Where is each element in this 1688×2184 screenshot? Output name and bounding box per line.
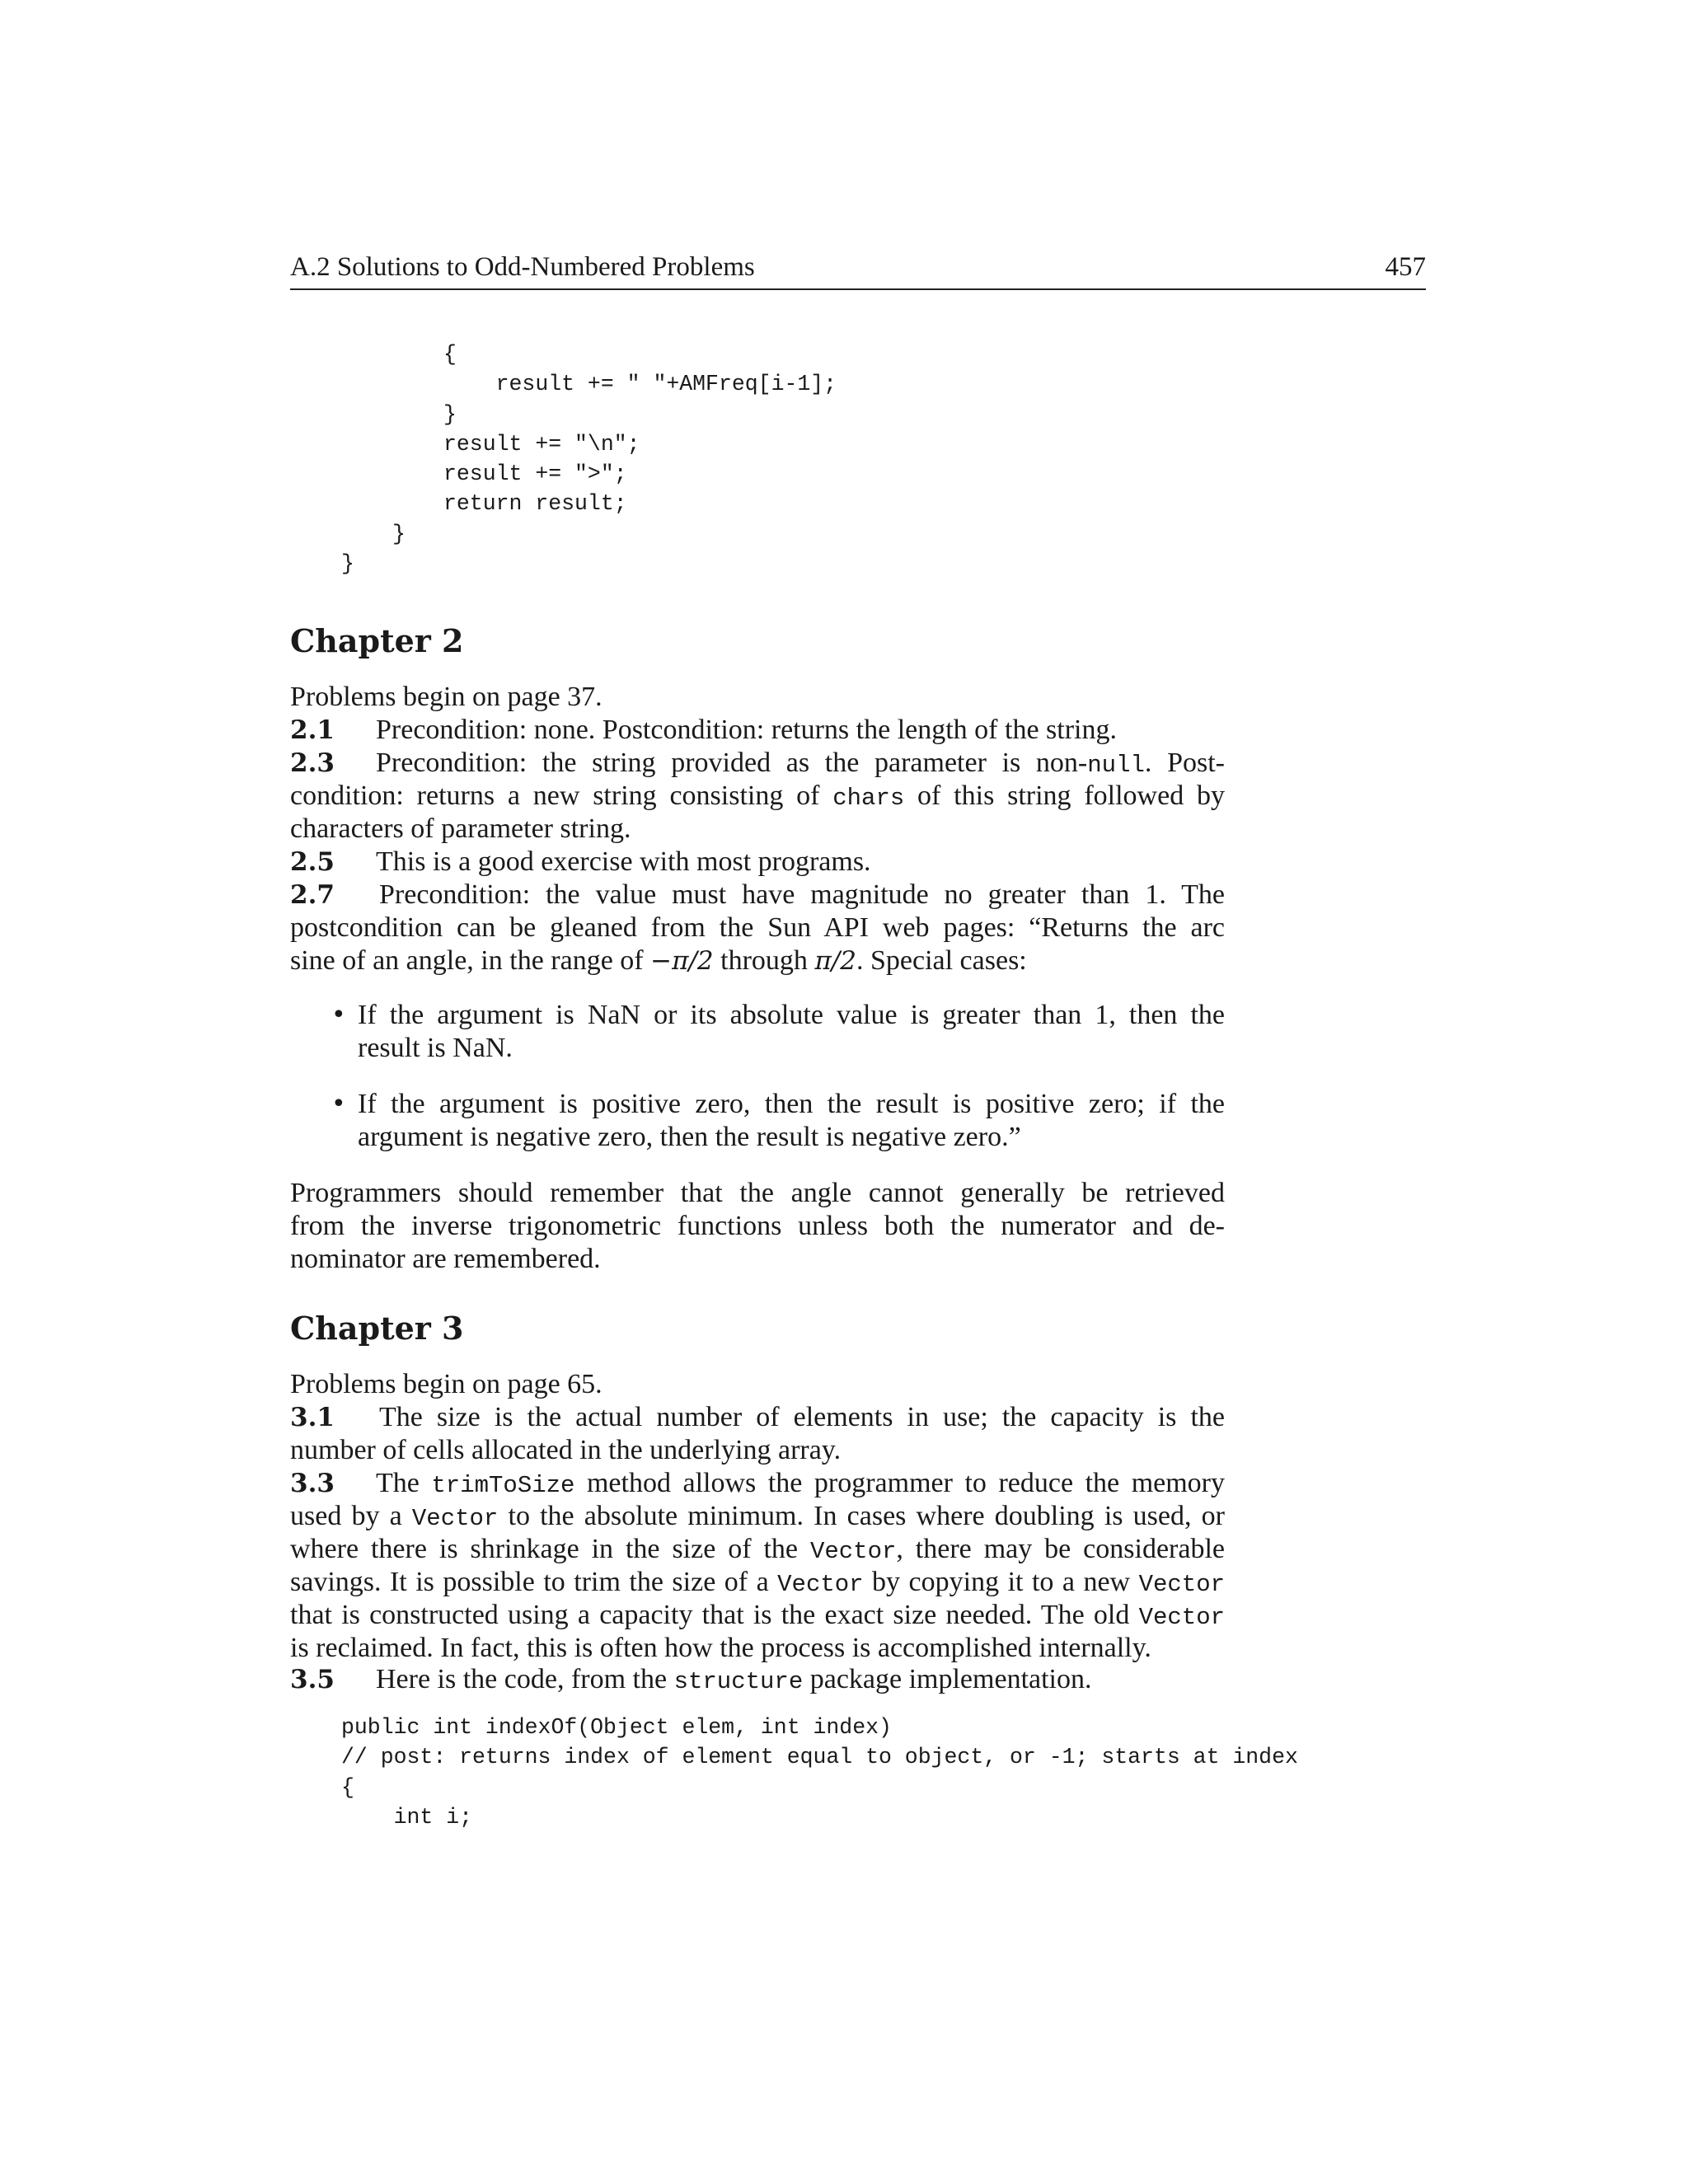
problem-2-3-line-1	[290, 747, 1225, 782]
problem-number: 3.5	[290, 1665, 335, 1694]
inline-code: null	[1087, 752, 1145, 779]
math-expression: −π/2	[650, 946, 714, 976]
inline-code: trimToSize	[431, 1472, 575, 1499]
problem-text: Here is the code, from the	[376, 1664, 674, 1694]
code-close-brace	[392, 519, 406, 549]
problem-text: . Post-	[1144, 748, 1225, 778]
inline-code: chars	[832, 785, 905, 812]
problem-text: Precondition: the value must have magnitude no greater than 1. The	[379, 879, 1225, 910]
inline-code: structure	[673, 1668, 804, 1695]
problem-text: through	[713, 945, 815, 976]
math-expression: π/2	[814, 946, 856, 976]
code-close-brace	[341, 549, 354, 579]
problem-text: used by a	[290, 1501, 412, 1531]
code-line: result += "\n";	[443, 431, 640, 457]
inline-code: Vector	[1138, 1604, 1225, 1631]
problem-2-7-line-3	[290, 944, 1225, 977]
problem-text: The	[376, 1468, 432, 1498]
problem-text: that is constructed using a capacity that is the exact size needed. The old	[290, 1600, 1139, 1630]
code-line: }	[392, 522, 406, 546]
code-block-bottom	[341, 1713, 1298, 1832]
problem-text: Precondition: none. Postcondition: returns the length of the string.	[376, 715, 1117, 745]
problem-3-3-line-5	[290, 1599, 1225, 1634]
problem-2-5	[290, 846, 1225, 879]
inline-code: Vector	[809, 1538, 897, 1565]
problem-number: 2.7	[290, 880, 335, 910]
problem-number: 3.1	[290, 1403, 335, 1432]
problem-text: method allows the programmer to reduce the memory	[574, 1468, 1225, 1498]
problem-text: , there may be considerable	[896, 1534, 1225, 1564]
code-line: {	[341, 1774, 354, 1800]
problem-text: where there is shrinkage in the size of the	[290, 1534, 810, 1564]
problem-3-3-line-2	[290, 1500, 1225, 1535]
problem-number: 2.1	[290, 715, 335, 745]
problem-3-3-line-4	[290, 1566, 1225, 1601]
inline-code: Vector	[411, 1505, 499, 1532]
problem-text: to the absolute minimum. In cases where doubling is used, or	[498, 1501, 1225, 1531]
code-line: // post: returns index of element equal to object, or -1; starts at index	[341, 1745, 1298, 1770]
bullet-2-line-1: If the argument is positive zero, then the result is positive zero; if the	[358, 1089, 1225, 1119]
problem-text: Precondition: the string provided as the parameter is non-	[376, 748, 1088, 778]
chapter-3-heading: Chapter 3	[290, 1310, 464, 1347]
problem-text: package implementation.	[803, 1664, 1092, 1694]
problem-3-3-line-1	[290, 1467, 1225, 1502]
problem-3-1-line-1	[290, 1401, 1225, 1434]
code-line: public int indexOf(Object elem, int index)	[341, 1715, 892, 1740]
bullet-1-line-1: If the argument is NaN or its absolute value is greater than 1, then the	[358, 1000, 1225, 1030]
page-number: 457	[1385, 252, 1426, 282]
code-line: }	[443, 401, 457, 427]
problem-2-3-line-3: characters of parameter string.	[290, 813, 631, 844]
chapter-2-heading: Chapter 2	[290, 622, 464, 659]
code-line: result += " "+AMFreq[i-1];	[443, 372, 837, 397]
closing-paragraph-line-1: Programmers should remember that the angle cannot generally be retrieved	[290, 1178, 1225, 1208]
chapter-2-intro: Problems begin on page 37.	[290, 682, 603, 712]
inline-code: Vector	[1138, 1571, 1225, 1598]
problem-3-5	[290, 1663, 1225, 1699]
problem-text: savings. It is possible to trim the size of a	[290, 1567, 778, 1597]
bullet-2-line-2: argument is negative zero, then the result is negative zero.”	[358, 1122, 1021, 1152]
problem-text: by copying it to a new	[863, 1567, 1139, 1597]
problem-number: 2.3	[290, 748, 335, 778]
code-line: }	[341, 551, 354, 576]
bullet-1-line-2: result is NaN.	[358, 1033, 513, 1063]
inline-code: Vector	[777, 1571, 864, 1598]
closing-paragraph-line-3: nominator are remembered.	[290, 1244, 601, 1274]
code-line: {	[443, 342, 457, 367]
problem-text: sine of an angle, in the range of	[290, 945, 651, 976]
chapter-3-intro: Problems begin on page 65.	[290, 1369, 603, 1399]
problem-3-3-line-3	[290, 1533, 1225, 1568]
code-line: result += ">";	[443, 462, 627, 487]
problem-3-3-line-6: is reclaimed. In fact, this is often how the process is accomplished internally.	[290, 1633, 1151, 1663]
code-block-top	[443, 340, 837, 519]
problem-text: The size is the actual number of elements in use; the capacity is the	[379, 1402, 1225, 1432]
problem-number: 2.5	[290, 847, 335, 877]
running-header	[290, 249, 1426, 290]
problem-2-3-line-2	[290, 780, 1225, 815]
code-line: int i;	[341, 1804, 473, 1830]
problem-text: This is a good exercise with most programs.	[376, 846, 871, 877]
problem-text: condition: returns a new string consisting of	[290, 780, 833, 811]
problem-2-1	[290, 714, 1225, 747]
problem-2-7-line-2: postcondition can be gleaned from the Sun API web pages: “Returns the arc	[290, 912, 1225, 943]
closing-paragraph-line-2: from the inverse trigonometric functions unless both the numerator and de-	[290, 1211, 1225, 1241]
bullet-icon: •	[331, 1090, 346, 1118]
problem-text: . Special cases:	[856, 945, 1027, 976]
problem-text: of this string followed by	[904, 780, 1225, 811]
problem-3-1-line-2: number of cells allocated in the underlying array.	[290, 1435, 842, 1465]
problem-number: 3.3	[290, 1469, 335, 1498]
running-title: A.2 Solutions to Odd-Numbered Problems	[290, 252, 755, 282]
code-line: return result;	[443, 491, 627, 517]
bullet-icon: •	[331, 1001, 346, 1029]
problem-2-7-line-1	[290, 879, 1225, 912]
